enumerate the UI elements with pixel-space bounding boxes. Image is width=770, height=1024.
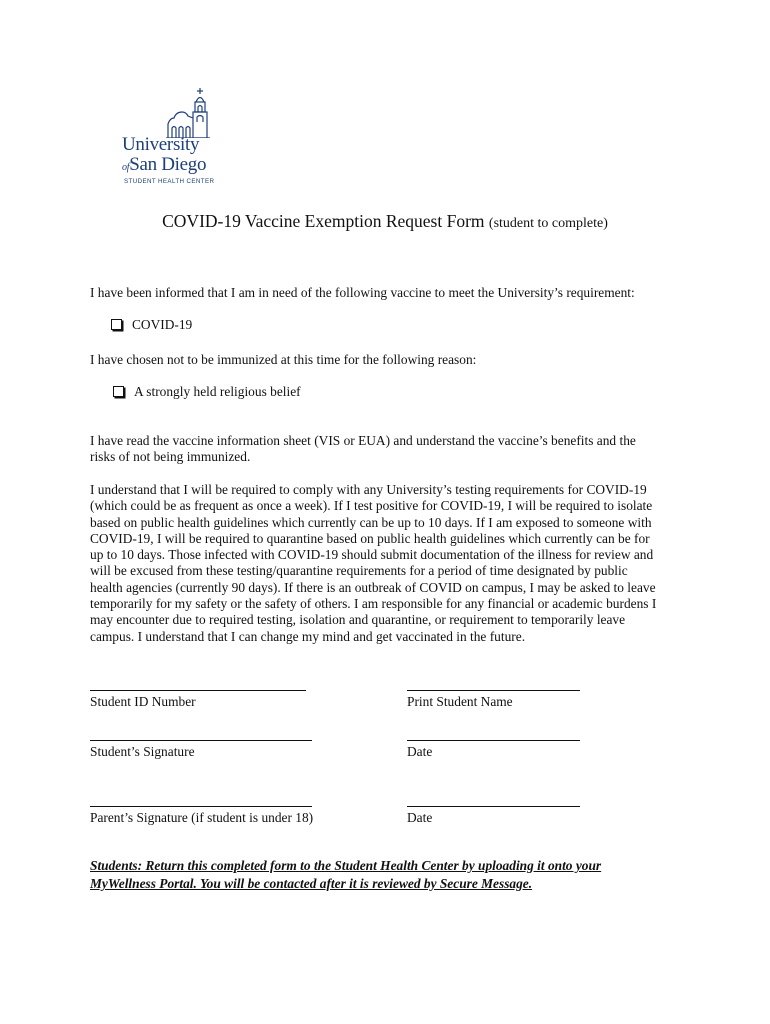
- testing-paragraph: [90, 482, 690, 645]
- form-title: [0, 211, 770, 232]
- testing-line: up to 10 days. Those infected with COVID-19 should submit documentation of the illness for review and: [90, 547, 654, 563]
- testing-line: may encounter due to required testing, isolation and quarantine, or requirement to temporarily leave: [90, 612, 626, 628]
- logo-name-text: San Diego: [129, 154, 207, 175]
- parent-date-label: Date: [407, 810, 433, 825]
- reason-intro: I have chosen not to be immunized at this time for the following reason:: [90, 352, 477, 367]
- vaccine-checkbox[interactable]: [111, 319, 122, 330]
- date-label: Date: [407, 744, 433, 759]
- date-field[interactable]: [407, 740, 580, 741]
- form-title-sub: (student to complete): [488, 216, 608, 231]
- requirement-intro: I have been informed that I am in need of the following vaccine to meet the University’s requirement:: [90, 285, 635, 300]
- student-id-field[interactable]: [90, 690, 306, 691]
- vis-paragraph: [90, 433, 690, 466]
- form-title-main: COVID-19 Vaccine Exemption Request Form: [162, 211, 485, 231]
- instruction-line: Students: Return this completed form to the Student Health Center by uploading it onto your: [90, 858, 602, 873]
- print-name-label: Print Student Name: [407, 694, 513, 709]
- vis-line: I have read the vaccine information sheet (VIS or EUA) and understand the vaccine’s benefits and the: [90, 433, 636, 448]
- religious-belief-checkbox[interactable]: [113, 386, 124, 397]
- reason-option[interactable]: [113, 384, 301, 400]
- print-name-field[interactable]: [407, 690, 580, 691]
- testing-line: temporarily for my safety or the safety of others. I am responsible for any financial or academic burdens I: [90, 596, 657, 612]
- reason-option-label: A strongly held religious belief: [134, 384, 301, 399]
- testing-line: campus. I understand that I can change my mind and get vaccinated in the future.: [90, 628, 526, 644]
- testing-line: I understand that I will be required to comply with any University’s testing requirements for COVID-19: [90, 482, 647, 497]
- parent-signature-field[interactable]: [90, 806, 312, 807]
- logo-of-text: of: [122, 162, 130, 173]
- vaccine-option-label: COVID-19: [132, 317, 193, 332]
- testing-line: will be excused from these testing/quarantine requirements for a period of time designated by public: [90, 563, 628, 579]
- parent-signature-label: Parent’s Signature (if student is under 18): [90, 810, 314, 825]
- testing-line: based on public health guidelines which currently can be up to 10 days. If I am exposed to someone with: [90, 514, 652, 530]
- student-id-label: Student ID Number: [90, 694, 196, 709]
- vaccine-option[interactable]: [111, 317, 192, 333]
- testing-line: health agencies (currently 90 days). If there is an outbreak of COVID on campus, I may be asked to leave: [90, 579, 656, 595]
- logo-health-center-text: STUDENT HEALTH CENTER: [124, 178, 215, 185]
- mission-bell-tower-icon: [166, 88, 212, 138]
- university-logo: [118, 88, 218, 190]
- logo-university-text: University: [122, 134, 200, 155]
- student-signature-label: Student’s Signature: [90, 744, 195, 759]
- testing-line: COVID-19, I will be required to quarantine based on public health guidelines which currently can be for: [90, 530, 650, 546]
- return-instructions: [90, 857, 601, 893]
- instruction-line: MyWellness Portal. You will be contacted after it is reviewed by Secure Message.: [90, 876, 533, 891]
- parent-date-field[interactable]: [407, 806, 580, 807]
- testing-line: (which could be as frequent as once a week). If I test positive for COVID-19, I will be required to isolate: [90, 498, 653, 514]
- student-signature-field[interactable]: [90, 740, 312, 741]
- vis-line: risks of not being immunized.: [90, 449, 251, 465]
- logo-san-diego-text: [122, 154, 206, 176]
